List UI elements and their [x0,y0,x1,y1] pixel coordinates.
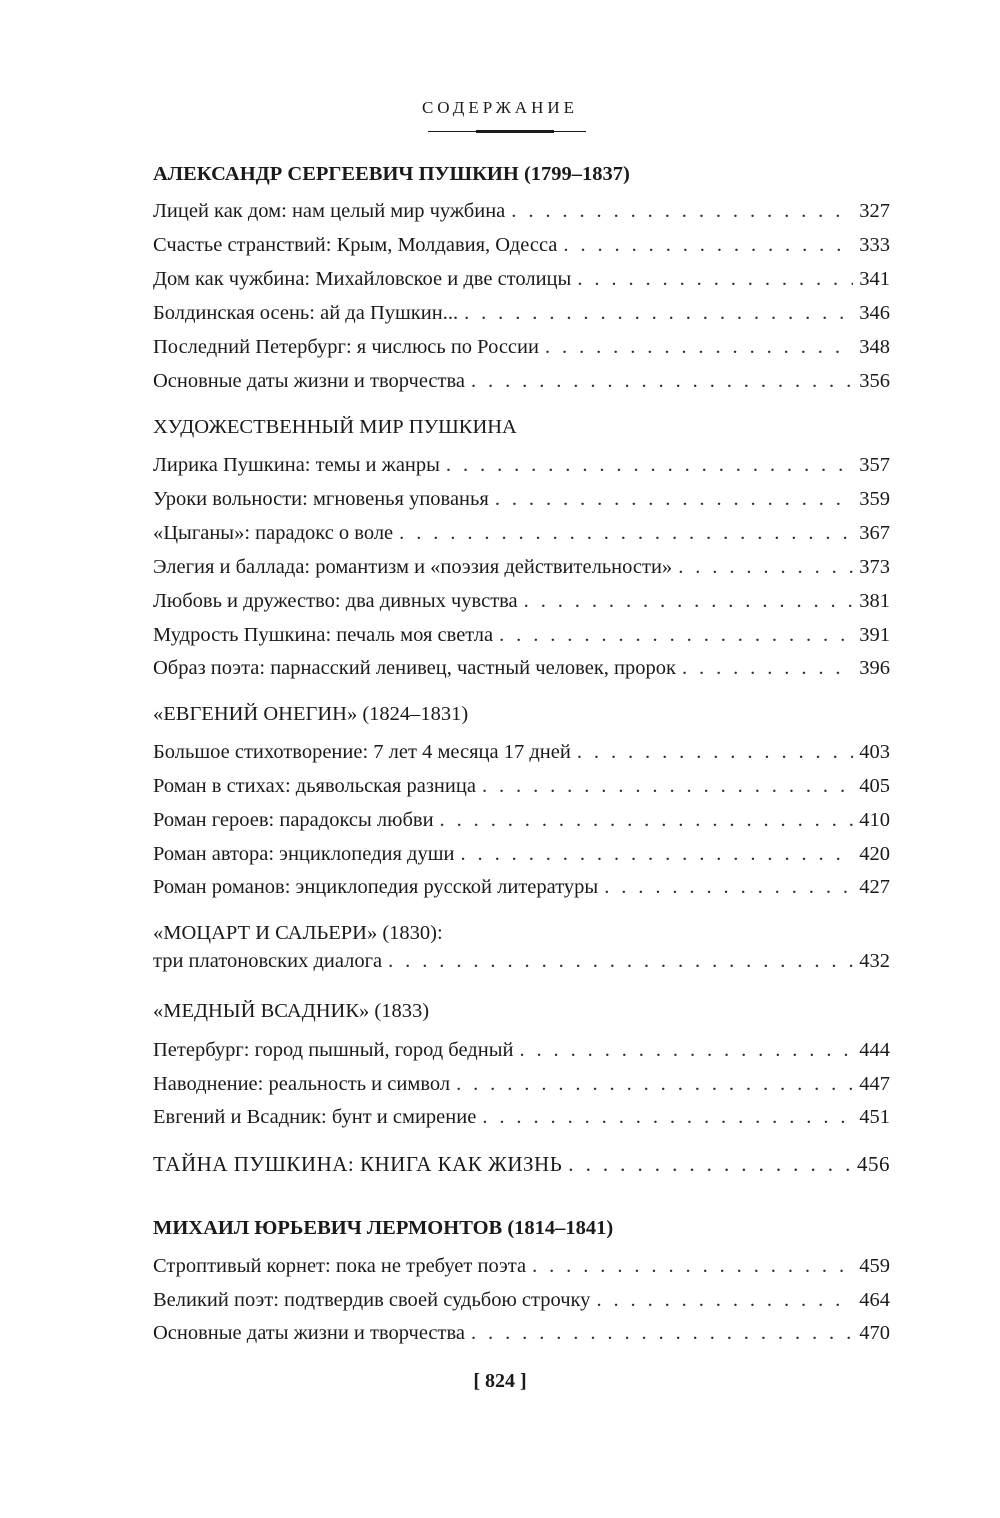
toc-entry[interactable] [153,1033,890,1067]
toc-entry[interactable] [153,482,890,516]
section-title-mozart: «МОЦАРТ И САЛЬЕРИ» (1830): [153,922,443,944]
toc-entry[interactable] [153,803,890,837]
toc-entry-title: Любовь и дружество: два дивных чувства [153,590,518,612]
toc-entry-page: 348 [859,336,890,358]
toc-leader [499,618,853,652]
toc-entry[interactable] [153,1316,890,1350]
toc-entry-title: Роман героев: парадоксы любви [153,809,434,831]
toc-entry-title: Роман романов: энциклопедия русской литературы [153,876,599,898]
toc-entry-title: Большое стихотворение: 7 лет 4 месяца 17 дней [153,741,571,763]
toc-leader [577,735,853,769]
toc-leader [482,769,853,803]
toc-entry[interactable] [153,228,890,262]
section-title-world: ХУДОЖЕСТВЕННЫЙ МИР ПУШКИНА [153,416,517,438]
toc-leader [456,1067,853,1101]
page-header: СОДЕРЖАНИЕ [421,98,579,117]
toc-leader [532,1249,853,1283]
toc-entry-page: 451 [859,1106,890,1128]
toc-entry[interactable] [153,870,890,904]
toc-entry-page: 367 [859,522,890,544]
toc-entry-page: 403 [859,741,890,763]
toc-entry-title: Образ поэта: парнасский ленивец, частный человек, пророк [153,657,676,679]
toc-entry-title: Великий поэт: подтвердив своей судьбою строчку [153,1289,591,1311]
toc-entry[interactable] [153,550,890,584]
toc-leader [399,516,853,550]
toc-entry[interactable] [153,1283,890,1317]
toc-entry-page: 356 [859,370,890,392]
toc-leader [682,651,853,685]
toc-entry-title: Петербург: город пышный, город бедный [153,1039,514,1061]
toc-entry-page: 427 [859,876,890,898]
toc-entry-page: 447 [859,1073,890,1095]
toc-leader [440,803,854,837]
section-title-lermontov: МИХАИЛ ЮРЬЕВИЧ ЛЕРМОНТОВ (1814–1841) [153,1217,614,1239]
toc-leader [388,944,853,978]
toc-entry-page: 327 [859,200,890,222]
toc-leader [545,330,853,364]
toc-entry-page: 456 [857,1152,890,1176]
header-rule-accent [476,130,554,133]
toc-entry[interactable] [153,1249,890,1283]
toc-entry-title: три платоновских диалога [153,950,383,972]
toc-entry-title: Основные даты жизни и творчества [153,370,465,392]
toc-entry-title: Счастье странствий: Крым, Молдавия, Одесса [153,234,558,256]
toc-leader [563,228,853,262]
toc-entry-page: 405 [859,775,890,797]
toc-entry-page: 373 [859,556,890,578]
toc-entry-page: 432 [859,950,890,972]
toc-leader [446,448,853,482]
toc-entry[interactable] [153,837,890,871]
toc-leader [568,1147,851,1181]
toc-leader [604,870,853,904]
toc-entry-title: Наводнение: реальность и символ [153,1073,451,1095]
toc-entry-page: 333 [859,234,890,256]
toc-leader [524,584,854,618]
toc-entry-title: Роман в стихах: дьявольская разница [153,775,476,797]
toc-entry-title: Лицей как дом: нам целый мир чужбина [153,200,506,222]
toc-entry-page: 396 [859,657,890,679]
toc-entry-page: 381 [859,590,890,612]
toc-entry-page: 359 [859,488,890,510]
toc-entry[interactable] [153,618,890,652]
section-title-pushkin: АЛЕКСАНДР СЕРГЕЕВИЧ ПУШКИН (1799–1837) [153,163,630,185]
toc-entry-title: Болдинская осень: ай да Пушкин... [153,302,459,324]
toc-entry-page: 470 [859,1322,890,1344]
toc-entry[interactable] [153,584,890,618]
toc-leader [482,1100,853,1134]
toc-entry-title: Последний Петербург: я числюсь по России [153,336,539,358]
toc-entry-title: Строптивый корнет: пока не требует поэта [153,1255,527,1277]
toc-leader [464,296,853,330]
toc-leader [519,1033,853,1067]
toc-entry-title: Мудрость Пушкина: печаль моя светла [153,624,494,646]
toc-entry[interactable] [153,194,890,228]
toc-entry-title: Элегия и баллада: романтизм и «поэзия действительности» [153,556,673,578]
toc-entry[interactable] [153,448,890,482]
toc-entry[interactable] [153,296,890,330]
toc-entry-page: 444 [859,1039,890,1061]
section-title-onegin: «ЕВГЕНИЙ ОНЕГИН» (1824–1831) [153,703,469,725]
toc-entry[interactable] [153,1100,890,1134]
toc-leader [461,837,854,871]
toc-entry-title: Дом как чужбина: Михайловское и две столицы [153,268,572,290]
toc-entry-secret[interactable] [153,1147,890,1181]
toc-leader [495,482,853,516]
toc-entry[interactable] [153,1067,890,1101]
toc-entry-page: 357 [859,454,890,476]
toc-leader [577,262,853,296]
toc-entry-title: Роман автора: энциклопедия души [153,843,455,865]
toc-entry-title: Евгений и Всадник: бунт и смирение [153,1106,477,1128]
toc-entry-title: «Цыганы»: парадокс о воле [153,522,394,544]
toc-entry[interactable] [153,769,890,803]
toc-leader [511,194,853,228]
toc-entry-page: 410 [859,809,890,831]
section-title-horseman: «МЕДНЫЙ ВСАДНИК» (1833) [153,1000,430,1022]
toc-entry-title: Лирика Пушкина: темы и жанры [153,454,440,476]
toc-entry[interactable] [153,735,890,769]
toc-entry-title: Уроки вольности: мгновенья упованья [153,488,489,510]
toc-entry-title: ТАЙНА ПУШКИНА: КНИГА КАК ЖИЗНЬ [153,1152,563,1176]
toc-leader [678,550,853,584]
toc-entry-page: 459 [859,1255,890,1277]
toc-entry[interactable] [153,262,890,296]
toc-entry-page: 391 [859,624,890,646]
toc-entry-title: Основные даты жизни и творчества [153,1322,465,1344]
toc-entry[interactable] [153,364,890,398]
toc-entry[interactable] [153,516,890,550]
toc-entry-page: 420 [859,843,890,865]
toc-entry[interactable] [153,944,890,978]
toc-entry-page: 464 [859,1289,890,1311]
page-number: [ 824 ] [473,1370,527,1392]
toc-entry[interactable] [153,330,890,364]
toc-leader [471,1316,853,1350]
toc-entry-page: 341 [859,268,890,290]
toc-leader [471,364,853,398]
toc-entry-page: 346 [859,302,890,324]
toc-leader [596,1283,853,1317]
toc-entry[interactable] [153,651,890,685]
